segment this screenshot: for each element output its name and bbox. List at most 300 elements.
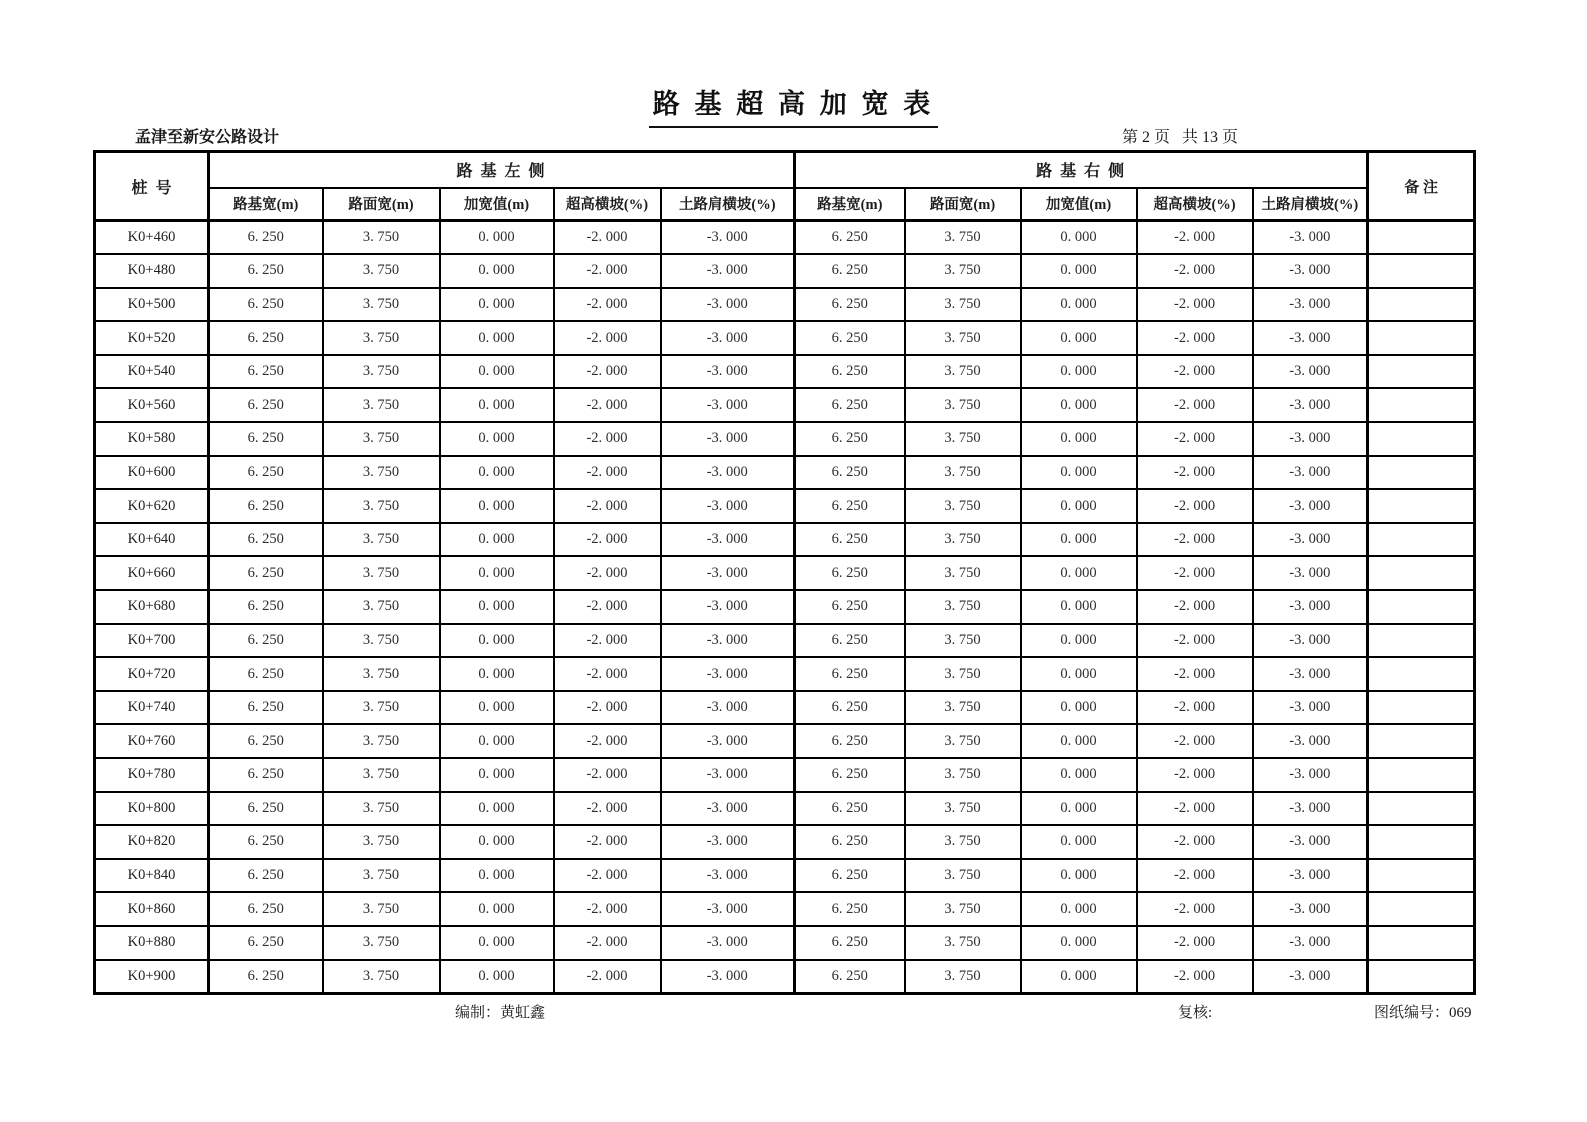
value-cell: 0. 000 bbox=[440, 960, 554, 994]
value-cell: 0. 000 bbox=[440, 388, 554, 422]
table-row bbox=[95, 523, 1475, 557]
table-row bbox=[95, 489, 1475, 523]
value-cell: 6. 250 bbox=[795, 724, 905, 758]
value-cell: 3. 750 bbox=[905, 523, 1021, 557]
value-cell: -2. 000 bbox=[554, 859, 661, 893]
value-cell: 0. 000 bbox=[1021, 758, 1137, 792]
value-cell: -3. 000 bbox=[1253, 960, 1368, 994]
value-cell: -3. 000 bbox=[661, 254, 795, 288]
remark-cell bbox=[1368, 590, 1475, 624]
value-cell: 6. 250 bbox=[209, 657, 323, 691]
value-cell: -2. 000 bbox=[554, 926, 661, 960]
page-number-info: 第 2 页 共 13 页 bbox=[1122, 129, 1239, 146]
value-cell: 0. 000 bbox=[1021, 657, 1137, 691]
stake-number-cell: K0+660 bbox=[95, 556, 209, 590]
remark-cell bbox=[1368, 624, 1475, 658]
value-cell: 6. 250 bbox=[795, 422, 905, 456]
remark-cell bbox=[1368, 892, 1475, 926]
value-cell: 3. 750 bbox=[323, 556, 440, 590]
value-cell: -3. 000 bbox=[661, 590, 795, 624]
value-cell: 0. 000 bbox=[1021, 254, 1137, 288]
value-cell: -2. 000 bbox=[1137, 388, 1253, 422]
value-cell: -3. 000 bbox=[661, 926, 795, 960]
value-cell: 6. 250 bbox=[209, 221, 323, 255]
value-cell: -3. 000 bbox=[1253, 892, 1368, 926]
value-cell: 3. 750 bbox=[905, 590, 1021, 624]
value-cell: -3. 000 bbox=[1253, 254, 1368, 288]
value-cell: 0. 000 bbox=[1021, 825, 1137, 859]
value-cell: 6. 250 bbox=[795, 825, 905, 859]
value-cell: 3. 750 bbox=[323, 254, 440, 288]
value-cell: -3. 000 bbox=[1253, 422, 1368, 456]
stake-number-cell: K0+840 bbox=[95, 859, 209, 893]
column-header-stake: 桩 号 bbox=[95, 152, 209, 221]
value-cell: 0. 000 bbox=[440, 691, 554, 725]
stake-number-cell: K0+560 bbox=[95, 388, 209, 422]
value-cell: 6. 250 bbox=[795, 321, 905, 355]
value-cell: -3. 000 bbox=[1253, 221, 1368, 255]
title-area bbox=[0, 82, 1587, 128]
value-cell: 6. 250 bbox=[209, 825, 323, 859]
value-cell: 0. 000 bbox=[440, 456, 554, 490]
value-cell: -2. 000 bbox=[1137, 657, 1253, 691]
prepared-by-label: 编制：黄虹鑫 bbox=[455, 1005, 546, 1021]
value-cell: -3. 000 bbox=[661, 556, 795, 590]
value-cell: 0. 000 bbox=[1021, 792, 1137, 826]
value-cell: 6. 250 bbox=[795, 758, 905, 792]
value-cell: 6. 250 bbox=[795, 926, 905, 960]
value-cell: 0. 000 bbox=[1021, 355, 1137, 389]
value-cell: 0. 000 bbox=[1021, 221, 1137, 255]
value-cell: 3. 750 bbox=[323, 724, 440, 758]
value-cell: -3. 000 bbox=[1253, 758, 1368, 792]
value-cell: -2. 000 bbox=[1137, 758, 1253, 792]
value-cell: 3. 750 bbox=[323, 523, 440, 557]
stake-number-cell: K0+680 bbox=[95, 590, 209, 624]
page-title: 路 基 超 高 加 宽 表 bbox=[649, 82, 939, 128]
value-cell: -3. 000 bbox=[661, 422, 795, 456]
value-cell: -3. 000 bbox=[1253, 355, 1368, 389]
value-cell: -3. 000 bbox=[661, 792, 795, 826]
value-cell: 3. 750 bbox=[905, 288, 1021, 322]
table-row bbox=[95, 792, 1475, 826]
value-cell: -3. 000 bbox=[661, 859, 795, 893]
value-cell: -3. 000 bbox=[661, 825, 795, 859]
value-cell: -2. 000 bbox=[554, 724, 661, 758]
value-cell: -2. 000 bbox=[554, 221, 661, 255]
stake-number-cell: K0+860 bbox=[95, 892, 209, 926]
superelevation-widening-table bbox=[93, 150, 1476, 995]
remark-cell bbox=[1368, 960, 1475, 994]
value-cell: 6. 250 bbox=[209, 321, 323, 355]
table-row bbox=[95, 859, 1475, 893]
section-header-right-roadbed: 路 基 右 侧 bbox=[795, 152, 1368, 188]
value-cell: 6. 250 bbox=[209, 859, 323, 893]
value-cell: 0. 000 bbox=[440, 724, 554, 758]
value-cell: 6. 250 bbox=[795, 892, 905, 926]
value-cell: 3. 750 bbox=[905, 221, 1021, 255]
value-cell: -3. 000 bbox=[1253, 590, 1368, 624]
value-cell: -2. 000 bbox=[1137, 691, 1253, 725]
value-cell: -3. 000 bbox=[661, 960, 795, 994]
stake-number-cell: K0+540 bbox=[95, 355, 209, 389]
value-cell: 6. 250 bbox=[795, 355, 905, 389]
value-cell: 3. 750 bbox=[323, 590, 440, 624]
value-cell: 6. 250 bbox=[209, 926, 323, 960]
remark-cell bbox=[1368, 724, 1475, 758]
value-cell: 6. 250 bbox=[209, 456, 323, 490]
table-row bbox=[95, 422, 1475, 456]
value-cell: 6. 250 bbox=[209, 556, 323, 590]
value-cell: 3. 750 bbox=[323, 355, 440, 389]
value-cell: 6. 250 bbox=[209, 489, 323, 523]
value-cell: 3. 750 bbox=[905, 657, 1021, 691]
value-cell: -2. 000 bbox=[554, 523, 661, 557]
value-cell: 0. 000 bbox=[1021, 321, 1137, 355]
value-cell: 6. 250 bbox=[209, 355, 323, 389]
value-cell: -3. 000 bbox=[661, 388, 795, 422]
value-cell: -2. 000 bbox=[1137, 456, 1253, 490]
value-cell: 6. 250 bbox=[209, 758, 323, 792]
remark-cell bbox=[1368, 321, 1475, 355]
table-row bbox=[95, 321, 1475, 355]
remark-cell bbox=[1368, 489, 1475, 523]
value-cell: -2. 000 bbox=[1137, 254, 1253, 288]
stake-number-cell: K0+900 bbox=[95, 960, 209, 994]
value-cell: 0. 000 bbox=[440, 523, 554, 557]
column-header-pavement-width-left: 路面宽(m) bbox=[323, 188, 440, 221]
table-row bbox=[95, 388, 1475, 422]
stake-number-cell: K0+580 bbox=[95, 422, 209, 456]
table-row bbox=[95, 960, 1475, 994]
value-cell: -2. 000 bbox=[1137, 624, 1253, 658]
value-cell: 3. 750 bbox=[323, 792, 440, 826]
column-header-shoulder-slope-right: 土路肩横坡(%) bbox=[1253, 188, 1368, 221]
value-cell: -2. 000 bbox=[554, 456, 661, 490]
value-cell: 3. 750 bbox=[323, 926, 440, 960]
value-cell: 3. 750 bbox=[905, 825, 1021, 859]
value-cell: -2. 000 bbox=[554, 254, 661, 288]
value-cell: 3. 750 bbox=[323, 388, 440, 422]
value-cell: 6. 250 bbox=[795, 254, 905, 288]
value-cell: -2. 000 bbox=[554, 388, 661, 422]
value-cell: -2. 000 bbox=[1137, 321, 1253, 355]
column-header-roadbed-width-left: 路基宽(m) bbox=[209, 188, 323, 221]
value-cell: 3. 750 bbox=[323, 825, 440, 859]
table-row bbox=[95, 590, 1475, 624]
stake-number-cell: K0+640 bbox=[95, 523, 209, 557]
value-cell: -2. 000 bbox=[554, 758, 661, 792]
value-cell: 0. 000 bbox=[440, 657, 554, 691]
remark-cell bbox=[1368, 758, 1475, 792]
value-cell: -2. 000 bbox=[1137, 523, 1253, 557]
value-cell: 0. 000 bbox=[440, 321, 554, 355]
stake-number-cell: K0+780 bbox=[95, 758, 209, 792]
value-cell: 6. 250 bbox=[795, 960, 905, 994]
value-cell: -3. 000 bbox=[661, 724, 795, 758]
value-cell: 3. 750 bbox=[905, 422, 1021, 456]
value-cell: -2. 000 bbox=[554, 590, 661, 624]
value-cell: -2. 000 bbox=[1137, 422, 1253, 456]
value-cell: 0. 000 bbox=[1021, 456, 1137, 490]
value-cell: -2. 000 bbox=[554, 355, 661, 389]
value-cell: 3. 750 bbox=[323, 691, 440, 725]
table-row bbox=[95, 288, 1475, 322]
value-cell: -3. 000 bbox=[1253, 321, 1368, 355]
value-cell: -2. 000 bbox=[554, 489, 661, 523]
table-row bbox=[95, 221, 1475, 255]
column-header-widening-value-right: 加宽值(m) bbox=[1021, 188, 1137, 221]
value-cell: -2. 000 bbox=[1137, 960, 1253, 994]
value-cell: 0. 000 bbox=[440, 792, 554, 826]
remark-cell bbox=[1368, 456, 1475, 490]
stake-number-cell: K0+800 bbox=[95, 792, 209, 826]
value-cell: 3. 750 bbox=[323, 221, 440, 255]
value-cell: -3. 000 bbox=[1253, 724, 1368, 758]
remark-cell bbox=[1368, 388, 1475, 422]
value-cell: -2. 000 bbox=[554, 624, 661, 658]
value-cell: 3. 750 bbox=[323, 489, 440, 523]
value-cell: 6. 250 bbox=[795, 221, 905, 255]
value-cell: -3. 000 bbox=[661, 321, 795, 355]
value-cell: 0. 000 bbox=[1021, 724, 1137, 758]
column-header-remark: 备 注 bbox=[1368, 152, 1475, 221]
value-cell: 0. 000 bbox=[440, 288, 554, 322]
table-row bbox=[95, 254, 1475, 288]
value-cell: 0. 000 bbox=[440, 859, 554, 893]
value-cell: -2. 000 bbox=[1137, 355, 1253, 389]
value-cell: -2. 000 bbox=[554, 960, 661, 994]
section-header-row bbox=[95, 152, 1475, 188]
value-cell: 3. 750 bbox=[905, 960, 1021, 994]
table-body bbox=[95, 221, 1475, 994]
table-row bbox=[95, 456, 1475, 490]
value-cell: 3. 750 bbox=[905, 724, 1021, 758]
value-cell: 6. 250 bbox=[795, 489, 905, 523]
column-header-superelevation-slope-left: 超高横坡(%) bbox=[554, 188, 661, 221]
stake-number-cell: K0+740 bbox=[95, 691, 209, 725]
value-cell: 6. 250 bbox=[209, 590, 323, 624]
table-row bbox=[95, 691, 1475, 725]
value-cell: 6. 250 bbox=[209, 892, 323, 926]
value-cell: -3. 000 bbox=[1253, 288, 1368, 322]
value-cell: -3. 000 bbox=[1253, 624, 1368, 658]
value-cell: 0. 000 bbox=[440, 590, 554, 624]
value-cell: 3. 750 bbox=[323, 657, 440, 691]
value-cell: -3. 000 bbox=[661, 892, 795, 926]
stake-number-cell: K0+880 bbox=[95, 926, 209, 960]
value-cell: -2. 000 bbox=[554, 792, 661, 826]
value-cell: 0. 000 bbox=[1021, 556, 1137, 590]
value-cell: 0. 000 bbox=[1021, 926, 1137, 960]
value-cell: -2. 000 bbox=[1137, 556, 1253, 590]
value-cell: 6. 250 bbox=[209, 388, 323, 422]
value-cell: -2. 000 bbox=[554, 657, 661, 691]
column-header-superelevation-slope-right: 超高横坡(%) bbox=[1137, 188, 1253, 221]
value-cell: -3. 000 bbox=[661, 624, 795, 658]
value-cell: 6. 250 bbox=[209, 792, 323, 826]
value-cell: 0. 000 bbox=[1021, 590, 1137, 624]
value-cell: 0. 000 bbox=[1021, 624, 1137, 658]
value-cell: -2. 000 bbox=[554, 556, 661, 590]
value-cell: 3. 750 bbox=[905, 489, 1021, 523]
value-cell: 3. 750 bbox=[905, 556, 1021, 590]
value-cell: -2. 000 bbox=[554, 691, 661, 725]
section-header-left-roadbed: 路 基 左 侧 bbox=[209, 152, 795, 188]
value-cell: 3. 750 bbox=[905, 926, 1021, 960]
value-cell: -2. 000 bbox=[554, 825, 661, 859]
value-cell: 6. 250 bbox=[209, 422, 323, 456]
value-cell: 6. 250 bbox=[795, 691, 905, 725]
value-cell: -3. 000 bbox=[1253, 556, 1368, 590]
value-cell: -2. 000 bbox=[1137, 859, 1253, 893]
remark-cell bbox=[1368, 288, 1475, 322]
value-cell: 3. 750 bbox=[323, 960, 440, 994]
value-cell: -3. 000 bbox=[661, 523, 795, 557]
remark-cell bbox=[1368, 254, 1475, 288]
value-cell: 6. 250 bbox=[209, 691, 323, 725]
value-cell: -3. 000 bbox=[1253, 388, 1368, 422]
table-row bbox=[95, 657, 1475, 691]
reviewed-by-label: 复核: bbox=[1178, 1005, 1213, 1021]
value-cell: 3. 750 bbox=[905, 456, 1021, 490]
value-cell: -2. 000 bbox=[554, 321, 661, 355]
value-cell: 3. 750 bbox=[905, 859, 1021, 893]
value-cell: -2. 000 bbox=[1137, 221, 1253, 255]
value-cell: 3. 750 bbox=[905, 388, 1021, 422]
value-cell: 6. 250 bbox=[795, 792, 905, 826]
remark-cell bbox=[1368, 926, 1475, 960]
stake-number-cell: K0+500 bbox=[95, 288, 209, 322]
stake-number-cell: K0+520 bbox=[95, 321, 209, 355]
value-cell: 6. 250 bbox=[795, 523, 905, 557]
value-cell: -3. 000 bbox=[661, 456, 795, 490]
remark-cell bbox=[1368, 859, 1475, 893]
table-row bbox=[95, 825, 1475, 859]
stake-number-cell: K0+820 bbox=[95, 825, 209, 859]
remark-cell bbox=[1368, 691, 1475, 725]
value-cell: -3. 000 bbox=[1253, 926, 1368, 960]
value-cell: 3. 750 bbox=[323, 422, 440, 456]
value-cell: 3. 750 bbox=[905, 892, 1021, 926]
value-cell: -3. 000 bbox=[661, 657, 795, 691]
value-cell: 0. 000 bbox=[440, 758, 554, 792]
value-cell: -3. 000 bbox=[661, 489, 795, 523]
stake-number-cell: K0+720 bbox=[95, 657, 209, 691]
value-cell: 6. 250 bbox=[795, 590, 905, 624]
value-cell: 3. 750 bbox=[323, 456, 440, 490]
value-cell: -3. 000 bbox=[1253, 859, 1368, 893]
value-cell: -3. 000 bbox=[661, 758, 795, 792]
remark-cell bbox=[1368, 657, 1475, 691]
value-cell: -2. 000 bbox=[1137, 489, 1253, 523]
value-cell: 0. 000 bbox=[1021, 523, 1137, 557]
table-row bbox=[95, 624, 1475, 658]
remark-cell bbox=[1368, 221, 1475, 255]
value-cell: 6. 250 bbox=[209, 254, 323, 288]
column-header-widening-value-left: 加宽值(m) bbox=[440, 188, 554, 221]
value-cell: -2. 000 bbox=[1137, 926, 1253, 960]
table-row bbox=[95, 724, 1475, 758]
sub-header-row bbox=[95, 188, 1475, 221]
value-cell: 3. 750 bbox=[323, 892, 440, 926]
value-cell: 0. 000 bbox=[1021, 388, 1137, 422]
value-cell: 3. 750 bbox=[905, 355, 1021, 389]
stake-number-cell: K0+760 bbox=[95, 724, 209, 758]
value-cell: -3. 000 bbox=[661, 691, 795, 725]
remark-cell bbox=[1368, 825, 1475, 859]
value-cell: -2. 000 bbox=[1137, 590, 1253, 624]
table-row bbox=[95, 355, 1475, 389]
value-cell: 0. 000 bbox=[440, 624, 554, 658]
value-cell: 0. 000 bbox=[440, 254, 554, 288]
value-cell: 0. 000 bbox=[440, 892, 554, 926]
table-row bbox=[95, 556, 1475, 590]
column-header-pavement-width-right: 路面宽(m) bbox=[905, 188, 1021, 221]
value-cell: 0. 000 bbox=[440, 926, 554, 960]
value-cell: 6. 250 bbox=[209, 288, 323, 322]
value-cell: -3. 000 bbox=[1253, 456, 1368, 490]
value-cell: -2. 000 bbox=[554, 288, 661, 322]
remark-cell bbox=[1368, 792, 1475, 826]
value-cell: 0. 000 bbox=[440, 355, 554, 389]
stake-number-cell: K0+700 bbox=[95, 624, 209, 658]
value-cell: -2. 000 bbox=[1137, 792, 1253, 826]
stake-number-cell: K0+460 bbox=[95, 221, 209, 255]
value-cell: 0. 000 bbox=[440, 556, 554, 590]
value-cell: -2. 000 bbox=[554, 422, 661, 456]
value-cell: -2. 000 bbox=[1137, 724, 1253, 758]
table-row bbox=[95, 926, 1475, 960]
value-cell: -2. 000 bbox=[1137, 825, 1253, 859]
value-cell: 3. 750 bbox=[905, 624, 1021, 658]
value-cell: 6. 250 bbox=[795, 657, 905, 691]
value-cell: 6. 250 bbox=[795, 556, 905, 590]
value-cell: 0. 000 bbox=[1021, 422, 1137, 456]
value-cell: 3. 750 bbox=[905, 792, 1021, 826]
value-cell: -3. 000 bbox=[1253, 523, 1368, 557]
value-cell: 6. 250 bbox=[795, 456, 905, 490]
value-cell: -3. 000 bbox=[661, 355, 795, 389]
value-cell: 0. 000 bbox=[1021, 489, 1137, 523]
table-row bbox=[95, 758, 1475, 792]
value-cell: -2. 000 bbox=[1137, 288, 1253, 322]
stake-number-cell: K0+480 bbox=[95, 254, 209, 288]
value-cell: -3. 000 bbox=[1253, 691, 1368, 725]
remark-cell bbox=[1368, 355, 1475, 389]
column-header-shoulder-slope-left: 土路肩横坡(%) bbox=[661, 188, 795, 221]
value-cell: 3. 750 bbox=[323, 859, 440, 893]
value-cell: 3. 750 bbox=[905, 758, 1021, 792]
value-cell: -3. 000 bbox=[1253, 657, 1368, 691]
remark-cell bbox=[1368, 422, 1475, 456]
value-cell: 0. 000 bbox=[1021, 960, 1137, 994]
value-cell: 6. 250 bbox=[209, 624, 323, 658]
value-cell: 0. 000 bbox=[1021, 859, 1137, 893]
drawing-number-label: 图纸编号：069 bbox=[1374, 1005, 1472, 1021]
value-cell: -3. 000 bbox=[1253, 792, 1368, 826]
value-cell: 0. 000 bbox=[1021, 892, 1137, 926]
value-cell: 0. 000 bbox=[1021, 288, 1137, 322]
value-cell: 6. 250 bbox=[795, 388, 905, 422]
value-cell: 3. 750 bbox=[323, 758, 440, 792]
project-name: 孟津至新安公路设计 bbox=[135, 129, 280, 146]
value-cell: 3. 750 bbox=[323, 624, 440, 658]
value-cell: 0. 000 bbox=[1021, 691, 1137, 725]
value-cell: 6. 250 bbox=[209, 523, 323, 557]
value-cell: 0. 000 bbox=[440, 825, 554, 859]
value-cell: 6. 250 bbox=[209, 724, 323, 758]
